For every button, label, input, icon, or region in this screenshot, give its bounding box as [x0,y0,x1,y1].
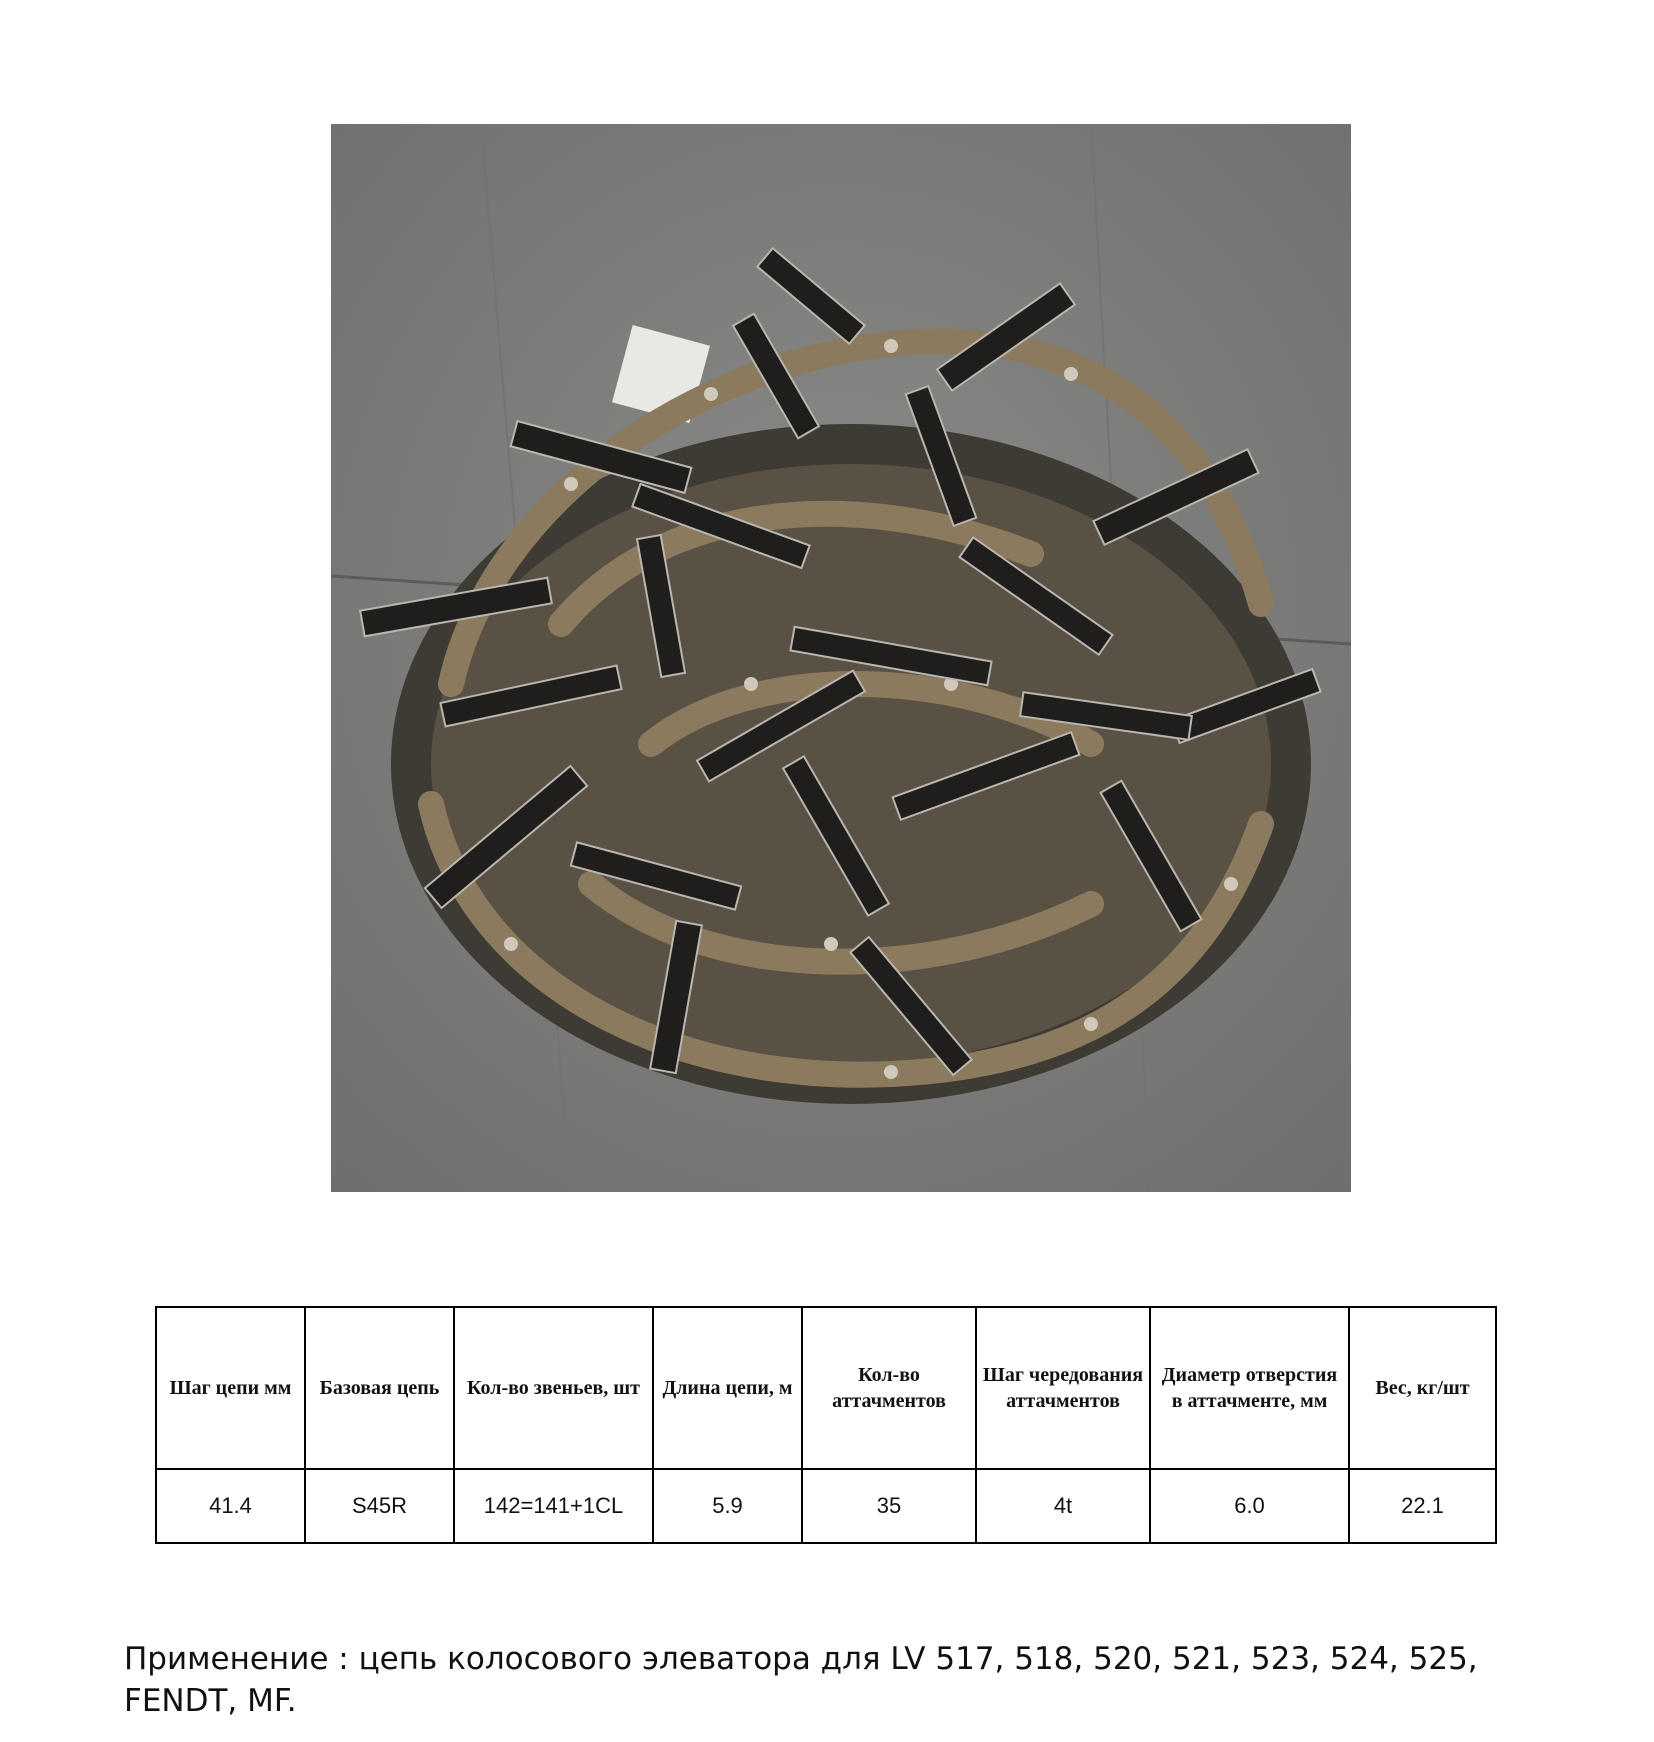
cell-link-count: 142=141+1CL [454,1469,653,1543]
header-link-count: Кол-во звеньев, шт [454,1307,653,1469]
cell-weight: 22.1 [1349,1469,1496,1543]
usage-text: Применение : цепь колосового элеватора для LV 517, 518, 520, 521, 523, 524, 525, FENDT, MF. [124,1641,1478,1719]
cell-pitch: 41.4 [156,1469,305,1543]
header-hole-diameter: Диаметр отверстия в аттачменте, мм [1150,1307,1349,1469]
table-row [156,1469,1496,1543]
cell-attachment-count: 35 [802,1469,976,1543]
cell-base-chain: S45R [305,1469,454,1543]
product-photo [331,124,1351,1192]
cell-chain-length: 5.9 [653,1469,802,1543]
header-weight: Вес, кг/шт [1349,1307,1496,1469]
header-base-chain: Базовая цепь [305,1307,454,1469]
header-attachment-count: Кол-во аттачментов [802,1307,976,1469]
header-pitch: Шаг цепи мм [156,1307,305,1469]
spec-table [155,1306,1497,1544]
cell-attachment-spacing: 4t [976,1469,1150,1543]
cell-hole-diameter: 6.0 [1150,1469,1349,1543]
header-chain-length: Длина цепи, м [653,1307,802,1469]
table-header-row [156,1307,1496,1469]
chain-pile-photo-icon [331,124,1351,1192]
header-attachment-spacing: Шаг чередования аттачментов [976,1307,1150,1469]
